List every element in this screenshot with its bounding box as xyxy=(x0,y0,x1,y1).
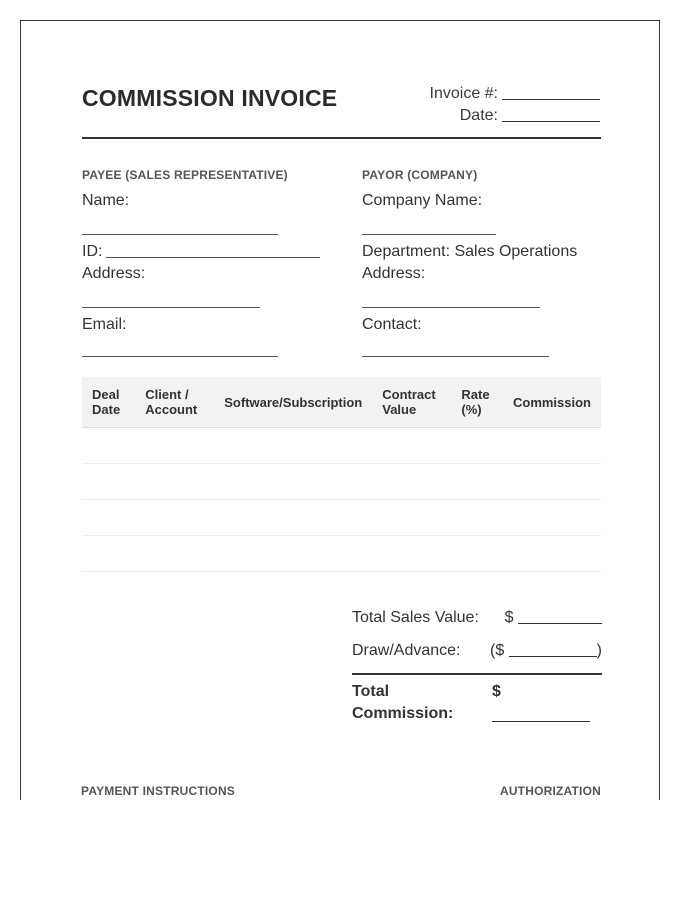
table-cell[interactable] xyxy=(135,500,214,536)
table-cell[interactable] xyxy=(135,536,214,572)
payor-department: Department: Sales Operations xyxy=(362,243,578,260)
table-cell[interactable] xyxy=(372,428,451,464)
table-cell[interactable] xyxy=(135,464,214,500)
invoice-date-row xyxy=(430,105,600,127)
payor-contact-label: Contact: xyxy=(362,316,422,333)
table-cell[interactable] xyxy=(214,428,372,464)
draw-advance-prefix: ($ xyxy=(489,642,505,659)
table-cell[interactable] xyxy=(503,536,601,572)
table-header-row xyxy=(82,377,601,428)
table-cell[interactable] xyxy=(135,428,214,464)
payor-address-label: Address: xyxy=(362,265,426,282)
payee-name-label: Name: xyxy=(82,192,130,209)
total-sales-label: Total Sales Value: xyxy=(352,609,479,626)
table-cell[interactable] xyxy=(372,464,451,500)
payment-instructions-heading: PAYMENT INSTRUCTIONS xyxy=(81,784,236,798)
payor-address-blank[interactable] xyxy=(362,307,540,308)
table-cell[interactable] xyxy=(503,464,601,500)
table-cell[interactable] xyxy=(82,536,135,572)
payee-email-label: Email: xyxy=(82,316,127,333)
table-cell[interactable] xyxy=(82,500,135,536)
payee-id-label: ID: xyxy=(82,243,103,260)
invoice-title: COMMISSION INVOICE xyxy=(82,85,338,111)
table-cell[interactable] xyxy=(214,536,372,572)
payor-contact-blank[interactable] xyxy=(362,356,549,357)
col-client-account: Client / Account xyxy=(135,377,214,428)
table-cell[interactable] xyxy=(82,464,135,500)
authorization-heading: AUTHORIZATION xyxy=(499,784,601,798)
payee-address-label: Address: xyxy=(82,265,146,282)
table-cell[interactable] xyxy=(451,500,503,536)
payor-company-blank[interactable] xyxy=(362,234,496,235)
invoice-page xyxy=(20,20,660,800)
payee-id-field xyxy=(82,241,342,263)
table-row xyxy=(82,428,601,464)
table-cell[interactable] xyxy=(82,428,135,464)
total-sales-row xyxy=(352,607,602,629)
table-cell[interactable] xyxy=(372,536,451,572)
table-row xyxy=(82,500,601,536)
draw-advance-label: Draw/Advance: xyxy=(352,642,461,659)
table-row xyxy=(82,464,601,500)
col-deal-date: Deal Date xyxy=(82,377,135,428)
draw-advance-suffix: ) xyxy=(596,642,602,659)
payor-company-label: Company Name: xyxy=(362,192,483,209)
col-software-subscription: Software/Subscription xyxy=(214,377,372,428)
table-cell[interactable] xyxy=(451,428,503,464)
draw-advance-row xyxy=(352,640,602,662)
totals-section xyxy=(352,607,602,729)
invoice-number-label: Invoice #: xyxy=(429,85,498,102)
payee-section xyxy=(82,168,342,363)
payee-email-blank[interactable] xyxy=(82,356,278,357)
payee-id-blank[interactable] xyxy=(106,241,320,258)
total-commission-label: Total Commission: xyxy=(352,683,454,722)
table-cell[interactable] xyxy=(451,464,503,500)
invoice-meta xyxy=(430,83,600,127)
payee-heading: PAYEE (SALES REPRESENTATIVE) xyxy=(82,168,288,182)
payee-name-blank[interactable] xyxy=(82,234,278,235)
total-sales-prefix: $ xyxy=(504,609,514,626)
table-cell[interactable] xyxy=(503,500,601,536)
draw-advance-value xyxy=(490,640,602,662)
invoice-date-blank[interactable] xyxy=(502,105,600,122)
table-cell[interactable] xyxy=(503,428,601,464)
invoice-number-blank[interactable] xyxy=(502,83,600,100)
invoice-number-row xyxy=(430,83,600,105)
total-sales-blank[interactable] xyxy=(518,607,602,624)
payor-section xyxy=(362,168,622,363)
title-divider xyxy=(82,137,601,139)
table-cell[interactable] xyxy=(451,536,503,572)
payor-heading: PAYOR (COMPANY) xyxy=(362,168,478,182)
col-contract-value: Contract Value xyxy=(372,377,451,428)
table-cell[interactable] xyxy=(372,500,451,536)
payee-address-blank[interactable] xyxy=(82,307,260,308)
total-commission-row xyxy=(352,681,602,729)
total-commission-prefix: $ xyxy=(492,683,501,700)
col-commission: Commission xyxy=(503,377,601,428)
table-cell[interactable] xyxy=(214,464,372,500)
commission-table xyxy=(82,377,601,572)
total-commission-blank[interactable] xyxy=(492,721,590,722)
table-body xyxy=(82,428,601,572)
invoice-date-label: Date: xyxy=(459,107,498,124)
col-rate: Rate (%) xyxy=(451,377,503,428)
table-cell[interactable] xyxy=(214,500,372,536)
table-row xyxy=(82,536,601,572)
total-sales-value xyxy=(505,607,602,629)
totals-divider xyxy=(352,673,602,675)
draw-advance-blank[interactable] xyxy=(509,640,597,657)
